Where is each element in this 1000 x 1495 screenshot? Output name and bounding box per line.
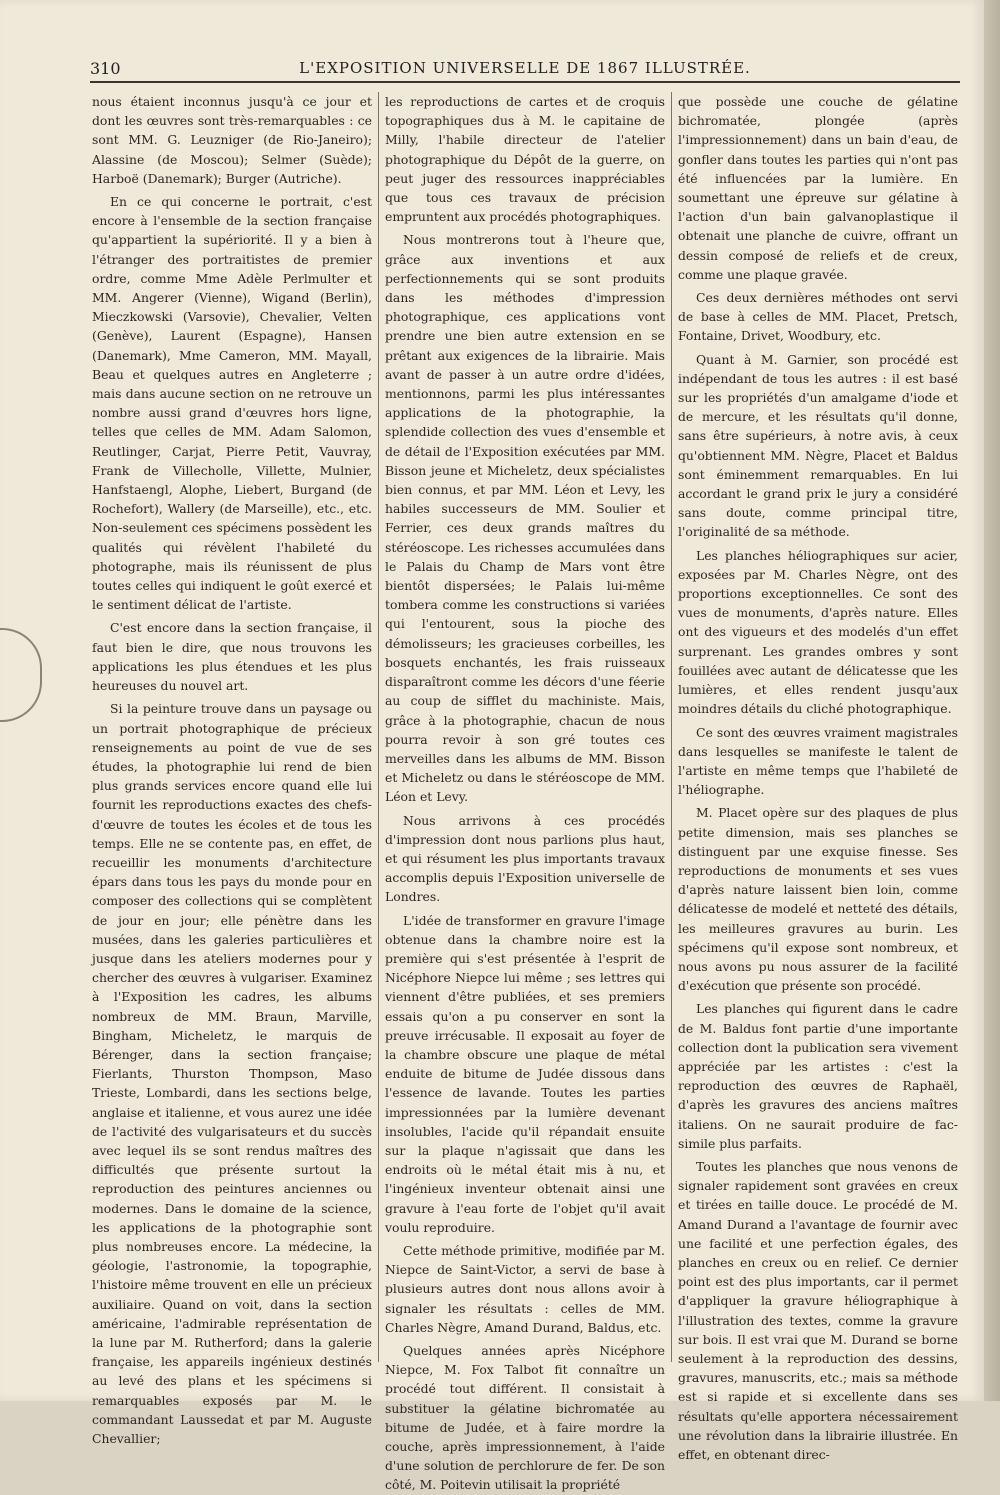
column-rule [671,92,672,1362]
page-header [90,55,960,83]
paragraph: L'idée de transformer en gravure l'image obtenue dans la chambre noire est la première qui s'est présentée à l'esprit de Nicéphore Niepce lui même ; ses lettres qui viennent d'être publiées, et ses premiers essais qu'on a pu conserver en sont la preuve irrécusable. Il exposait au foyer de la chambre obscure une plaque de métal enduite de bitume de Judée dissous dans l'essence de lavande. Toutes les parties impressionnées par la lumière devenant insolubles, l'acide qu'il répandait ensuite sur la plaque n'agissait que dans les endroits où le métal était mis à nu, et l'ingénieux inventeur obtenait ainsi une gravure à l'eau forte de l'objet qu'il avait voulu reproduire. [385,912,665,1235]
paragraph: C'est encore dans la section française, il faut bien le dire, que nous trouvons les applications les plus étendues et les plus heureuses du nouvel art. [92,620,372,694]
paragraph: Quant à M. Garnier, son procédé est indépendant de tous les autres : il est basé sur les propriétés d'un amalgame d'iode et de mercure, et les résultats qu'il donne, sans être supérieurs, à notre avis, à ceux qu'obtiennent MM. Nègre, Placet et Baldus sont éminemment remarquables. En lui accordant le grand prix le jury a considéré sans doute, comme principal titre, l'originalité de sa méthode. [678,351,958,540]
paragraph: Quelques années après Nicéphore Niepce, M. Fox Talbot fit connaître un procédé tout différent. Il consistait à substituer la gélatine bichromatée au bitume de Judée, et à faire mordre la couche, après impressionnement, à l'aide d'une solution de perchlorure de fer. De son côté, M. Poitevin utilisait la propriété [385,1343,665,1493]
page-edge [984,0,1000,1401]
paragraph: Cette méthode primitive, modifiée par M. Niepce de Saint-Victor, a servi de base à plusieurs autres dont nous allons avoir à signaler les résultats : celles de MM. Charles Nègre, Amand Durand, Baldus, etc. [385,1242,665,1335]
paragraph: M. Placet opère sur des plaques de plus petite dimension, mais ses planches se distinguent par une exquise finesse. Ses reproductions de monuments et ses vues d'après nature laissent bien loin, comme délicatesse de modelé et netteté des détails, les meilleures gravures au burin. Les spécimens qu'il expose sont nombreux, et nous avons pu nous assurer de la facilité d'exécution que présente son procédé. [678,805,958,994]
paragraph: Ce sont des œuvres vraiment magistrales dans lesquelles se manifeste le talent de l'artiste en même temps que l'habileté de l'héliographe. [678,724,958,798]
column-3 [678,92,958,1463]
paragraph: En ce qui concerne le portrait, c'est encore à l'ensemble de la section française qu'appartient la supériorité. Il y a bien à l'étranger des portraitistes de premier ordre, comme Mme Adèle Perlmulter et MM. Angerer (Vienne), Wigand (Berlin), Mieczkowski (Varsovie), Chevalier, Velten (Genève), Laurent (Espagne), Hansen (Danemark), Mme Cameron, MM. Mayall, Beau et quelques autres en Angleterre ; mais dans aucune section on ne retrouve un nombre aussi grand d'œuvres hors ligne, telles que celles de MM. Adam Salomon, Reutlinger, Carjat, Pierre Petit, Vauvray, Frank de Villecholle, Villette, Mulnier, Hanfstaengl, Alophe, Liebert, Burgand (de Rochefort), Wallery (de Marseille), etc., etc. Non-seulement ces spécimens possèdent les qualités qui révèlent l'habileté du photographe, mais ils réunissent de plus toutes celles qui indiquent le goût exercé et le sentiment délicat de l'artiste. [92,194,372,613]
paragraph: que possède une couche de gélatine bichromatée, plongée (après l'impressionnement) dans un bain d'eau, de gonfler dans toutes les parties qui n'ont pas été influencées par la lumière. En soumettant une épreuve sur gélatine à l'action d'un bain galvanoplastique il obtenait une planche de cuivre, offrant un dessin composé de reliefs et de creux, comme une plaque gravée. [678,94,958,282]
column-1 [92,92,372,1447]
page-number: 310 [90,59,121,78]
paragraph: Ces deux dernières méthodes ont servi de base à celles de MM. Placet, Pretsch, Fontaine, Drivet, Woodbury, etc. [678,290,958,344]
running-title: L'EXPOSITION UNIVERSELLE DE 1867 ILLUSTRÉE. [299,59,751,77]
paragraph: Si la peinture trouve dans un paysage ou un portrait photographique de précieux renseignements au point de vue de ses études, la photographie lui rend de bien plus grands services encore quand elle lui fournit les reproductions exactes des chefs-d'œuvre de toutes les écoles et de tous les temps. Elle ne se contente pas, en effet, de recueillir les monuments d'architecture épars dans tous les pays du monde pour en composer des collections qui se complètent de jour en jour; elle pénètre dans les musées, dans les galeries particulières et jusque dans les ateliers modernes pour y chercher des œuvres à vulgariser. Examinez à l'Exposition les cadres, les albums nombreux de MM. Braun, Marville, Bingham, Micheletz, le marquis de Bérenger, dans la section française; Fierlants, Thurston Thompson, Maso Trieste, Lombardi, dans les sections belge, anglaise et italienne, et vous aurez une idée de l'activité des vulgarisateurs et du succès avec lequel ils se sont rendus maîtres des difficultés que présente surtout la reproduction des peintures anciennes ou modernes. Dans le domaine de la science, les applications de la photographie sont plus nombreuses encore. La médecine, la géologie, l'astronomie, la topographie, l'histoire même trouvent en elle un précieux auxiliaire. Quand on voit, dans la section américaine, l'admirable représentation de la lune par M. Rutherford; dans la galerie française, les appareils ingénieux destinés au levé des plans et les spécimens si remarquables exposés par M. le commandant Laussedat et par M. Auguste Chevallier; [92,701,372,1447]
column-2 [385,92,665,1493]
paragraph: Les planches qui figurent dans le cadre de M. Baldus font partie d'une importante collection dont la publication sera vivement appréciée par les artistes : c'est la reproduction des œuvres de Raphaël, d'après les gravures des anciens maîtres italiens. On ne saurait produire de fac-simile plus parfaits. [678,1001,958,1151]
paragraph: nous étaient inconnus jusqu'à ce jour et dont les œuvres sont très-remarquables : ce sont MM. G. Leuzniger (de Rio-Janeiro); Alassine (de Moscou); Selmer (Suède); Harboë (Danemark); Burger (Autriche). [92,94,372,186]
paragraph: les reproductions de cartes et de croquis topographiques dus à M. le capitaine de Milly, l'habile directeur de l'atelier photographique du Dépôt de la guerre, on peut juger des ressources inappréciables que tous ces travaux de précision empruntent aux procédés photographiques. [385,94,665,225]
paragraph: Toutes les planches que nous venons de signaler rapidement sont gravées en creux et tirées en taille douce. Le procédé de M. Amand Durand a l'avantage de fournir avec une facilité et une perfection égales, des planches en creux ou en relief. Ce dernier point est des plus importants, car il permet d'appliquer la gravure héliographique à l'illustration des textes, comme la gravure sur bois. Il est vrai que M. Durand se borne seulement à la reproduction des dessins, gravures, manuscrits, etc.; mais sa méthode est si rapide et si excellente dans ses résultats qu'elle apportera nécessairement une révolution dans la librairie illustrée. En effet, en obtenant direc- [678,1158,958,1463]
binding-notch [0,628,42,722]
paragraph: Nous arrivons à ces procédés d'impression dont nous parlions plus haut, et qui résument les plus importants travaux accomplis depuis l'Exposition universelle de Londres. [385,812,665,905]
column-rule [378,92,379,1362]
paragraph: Nous montrerons tout à l'heure que, grâce aux inventions et aux perfectionnements qui se sont produits dans les méthodes d'impression photographique, ces applications vont prendre une bien autre extension en se prêtant aux exigences de la librairie. Mais avant de passer à un autre ordre d'idées, mentionnons, parmi les plus intéressantes applications de la photographie, la splendide collection des vues d'ensemble et de détail de l'Exposition exécutées par MM. Bisson jeune et Micheletz, deux spécialistes bien connus, et par MM. Léon et Levy, les habiles successeurs de MM. Soulier et Ferrier, ces deux grands maîtres du stéréoscope. Les richesses accumulées dans le Palais du Champ de Mars vont être bientôt dispersées; le Palais lui-même tombera comme les constructions si variées qui l'entourent, sous la pioche des démolisseurs; les gracieuses corbeilles, les bosquets enchantés, les frais ruisseaux disparaîtront comme les décors d'une féerie au coup de sifflet du machiniste. Mais, grâce à la photographie, chacun de nous pourra revoir à son gré toutes ces merveilles dans les albums de MM. Bisson et Micheletz ou dans le stéréoscope de MM. Léon et Levy. [385,232,665,805]
paragraph: Les planches héliographiques sur acier, exposées par M. Charles Nègre, ont des proportions exceptionnelles. Ce sont des vues de monuments, d'après nature. Elles ont des vigueurs et des modelés d'un effet surprenant. Les grandes ombres y sont fouillées avec autant de délicatesse que les lumières, et elles rendent jusqu'aux moindres détails du cliché photographique. [678,547,958,717]
